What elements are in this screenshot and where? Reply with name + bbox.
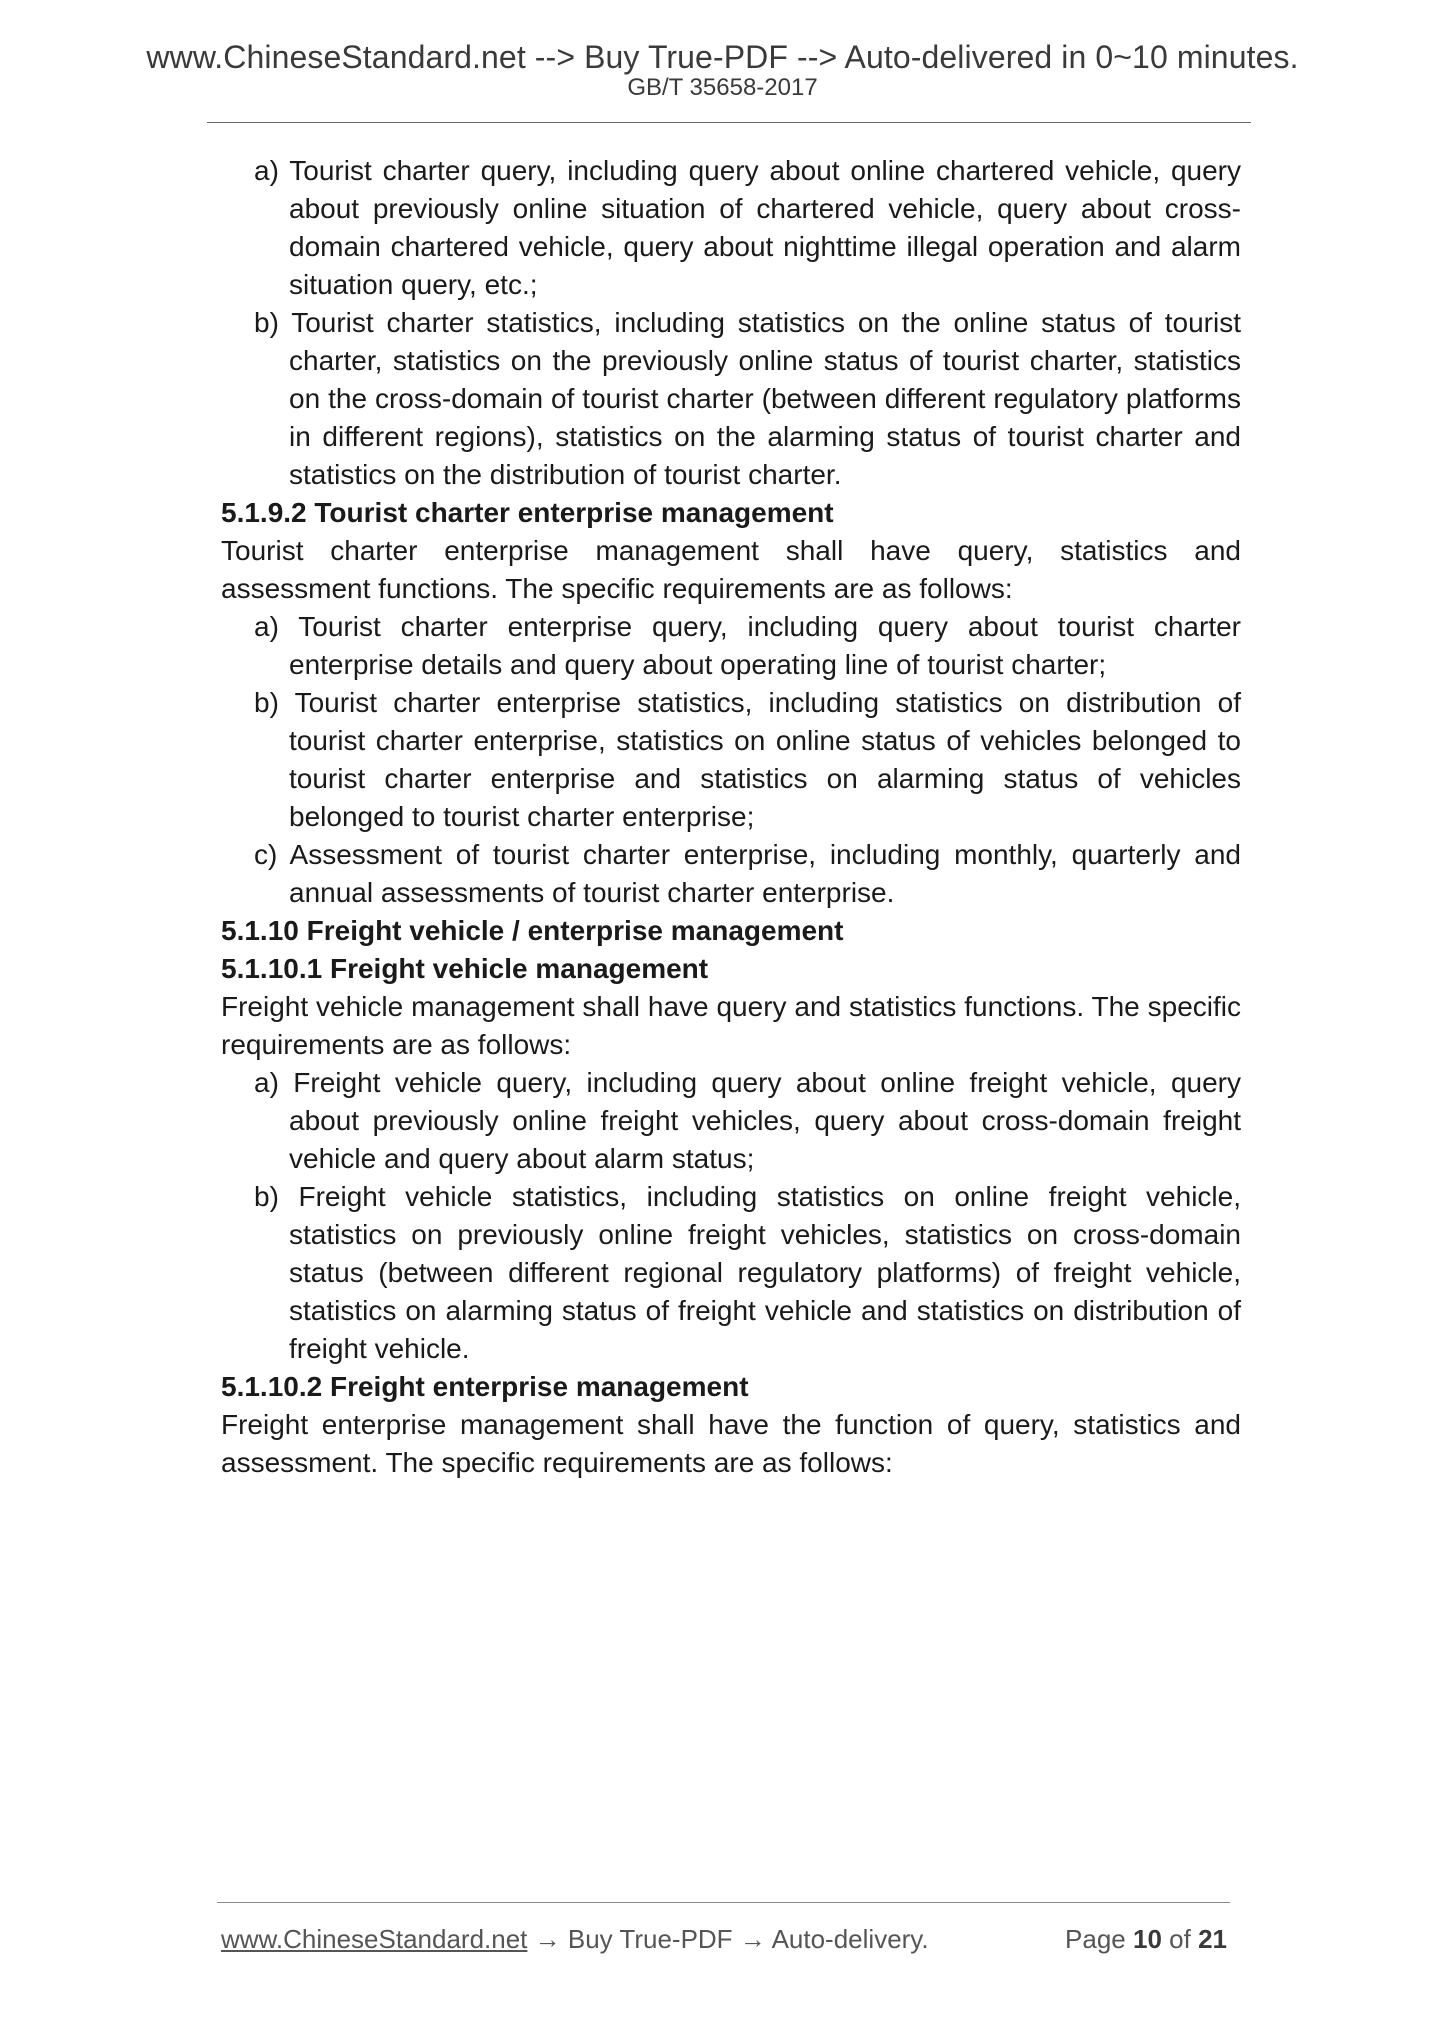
list-item: a) Freight vehicle query, including query about online freight vehicle, query about previously online freight vehicles, query about cross-domain freight vehicle and query about alarm status; (254, 1067, 1241, 1174)
document-body (221, 152, 1241, 1482)
list-item: c) Assessment of tourist charter enterprise, including monthly, quarterly and annual assessments of tourist charter enterprise. (254, 839, 1241, 908)
list-item: a) Tourist charter enterprise query, including query about tourist charter enterprise details and query about operating line of tourist charter; (254, 611, 1241, 680)
list-item: a) Tourist charter query, including query about online chartered vehicle, query about previously online situation of chartered vehicle, query about cross-domain chartered vehicle, query about nighttime illegal operation and alarm situation query, etc.; (254, 155, 1241, 300)
section-heading-5-1-10: 5.1.10 Freight vehicle / enterprise management (221, 915, 844, 946)
header-divider (207, 122, 1251, 123)
page-total: 21 (1198, 1924, 1227, 1954)
paragraph: Freight vehicle management shall have query and statistics functions. The specific requirements are as follows: (221, 991, 1241, 1060)
footer-site-link[interactable]: www.ChineseStandard.net (221, 1924, 528, 1954)
footer-divider (217, 1902, 1230, 1903)
footer-left (221, 1922, 929, 1956)
paragraph: Tourist charter enterprise management shall have query, statistics and assessment functions. The specific requirements are as follows: (221, 535, 1241, 604)
section-heading-5-1-9-2: 5.1.9.2 Tourist charter enterprise management (221, 497, 834, 528)
section-heading-5-1-10-2: 5.1.10.2 Freight enterprise management (221, 1371, 749, 1402)
list-item: b) Tourist charter enterprise statistics, including statistics on distribution of tourist charter enterprise, statistics on online status of vehicles belonged to tourist charter enterprise and statistics on alarming status of vehicles belonged to tourist charter enterprise; (254, 687, 1241, 832)
standard-number: GB/T 35658-2017 (627, 74, 818, 101)
footer-tagline: → Buy True-PDF → Auto-delivery. (527, 1924, 929, 1954)
page-current: 10 (1133, 1924, 1162, 1954)
paragraph: Freight enterprise management shall have the function of query, statistics and assessment. The specific requirements are as follows: (221, 1409, 1241, 1478)
section-heading-5-1-10-1: 5.1.10.1 Freight vehicle management (221, 953, 709, 984)
site-banner: www.ChineseStandard.net --> Buy True-PDF --> Auto-delivered in 0~10 minutes. (146, 39, 1299, 75)
page-indicator (1065, 1922, 1227, 1956)
page-of-label: of (1169, 1924, 1191, 1954)
list-item: b) Tourist charter statistics, including statistics on the online status of tourist charter, statistics on the previously online status of tourist charter, statistics on the cross-domain of tourist charter (between different regulatory platforms in different regions), statistics on the alarming status of tourist charter and statistics on the distribution of tourist charter. (254, 307, 1241, 490)
list-item: b) Freight vehicle statistics, including statistics on online freight vehicle, statistics on previously online freight vehicles, statistics on cross-domain status (between different regional regulatory platforms) of freight vehicle, statistics on alarming status of freight vehicle and statistics on distribution of freight vehicle. (254, 1181, 1241, 1364)
page-label: Page (1065, 1924, 1126, 1954)
